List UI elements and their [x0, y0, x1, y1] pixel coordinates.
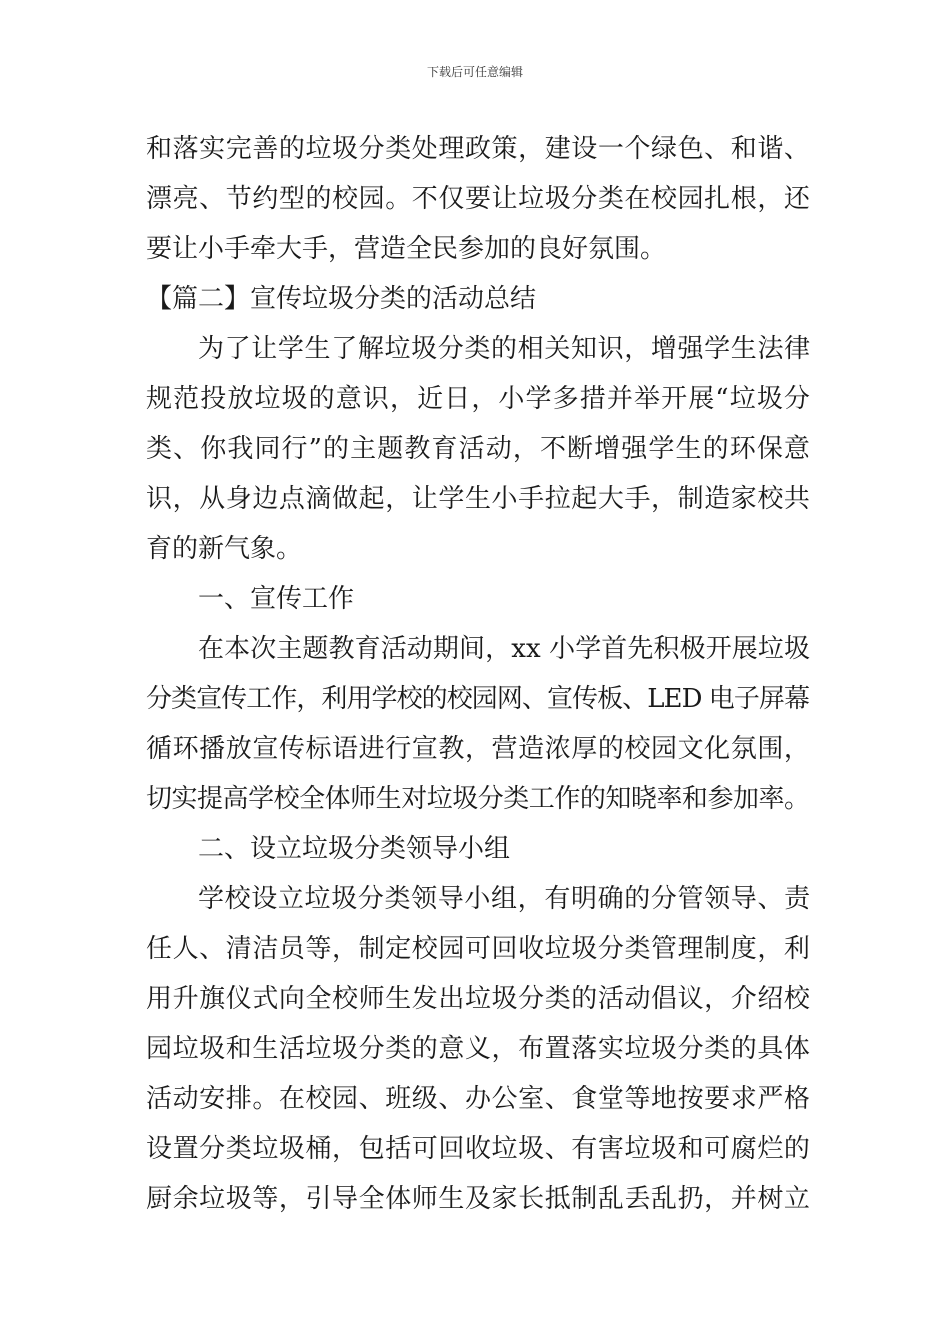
paragraph-line: 在本次主题教育活动期间，xx 小学首先积极开展垃圾	[198, 634, 811, 664]
paragraph-line: 和落实完善的垃圾分类处理政策，建设一个绿色、和谐、	[146, 134, 811, 164]
paragraph-line: 学校设立垃圾分类领导小组，有明确的分管领导、责	[198, 884, 811, 914]
paragraph-line: 类、你我同行”的主题教育活动，不断增强学生的环保意	[146, 434, 812, 464]
paragraph-line: 要让小手牵大手，营造全民参加的良好氛围。	[146, 234, 667, 264]
paragraph-line: 切实提高学校全体师生对垃圾分类工作的知晓率和参加率。	[146, 784, 810, 814]
paragraph-line: 分类宣传工作，利用学校的校园网、宣传板、LED 电子屏幕	[146, 684, 810, 714]
paragraph-line: 任人、清洁员等，制定校园可回收垃圾分类管理制度，利	[146, 934, 811, 964]
paragraph-line: 厨余垃圾等，引导全体师生及家长抵制乱丢乱扔，并树立	[146, 1184, 811, 1214]
paragraph-line: 园垃圾和生活垃圾分类的意义，布置落实垃圾分类的具体	[146, 1034, 811, 1064]
subheading: 一、宣传工作	[198, 584, 355, 614]
paragraph-line: 规范投放垃圾的意识，近日，小学多措并举开展“垃圾分	[146, 384, 812, 414]
paragraph-line: 育的新气象。	[146, 534, 303, 564]
paragraph-line: 循环播放宣传标语进行宣教，营造浓厚的校园文化氛围，	[146, 734, 811, 764]
paragraph-line: 用升旗仪式向全校师生发出垃圾分类的活动倡议，介绍校	[146, 984, 811, 1014]
section-title: 【篇二】宣传垃圾分类的活动总结	[146, 284, 537, 314]
paragraph-line: 活动安排。在校园、班级、办公室、食堂等地按要求严格	[146, 1084, 811, 1114]
document-body	[146, 124, 810, 1224]
paragraph-line: 为了让学生了解垃圾分类的相关知识，增强学生法律	[198, 334, 811, 364]
subheading: 二、设立垃圾分类领导小组	[198, 834, 511, 864]
paragraph-line: 设置分类垃圾桶，包括可回收垃圾、有害垃圾和可腐烂的	[146, 1134, 811, 1164]
paragraph-line: 识，从身边点滴做起，让学生小手拉起大手，制造家校共	[146, 484, 811, 514]
page-header: 下载后可任意编辑	[426, 65, 523, 79]
paragraph-line: 漂亮、节约型的校园。不仅要让垃圾分类在校园扎根，还	[146, 184, 811, 214]
